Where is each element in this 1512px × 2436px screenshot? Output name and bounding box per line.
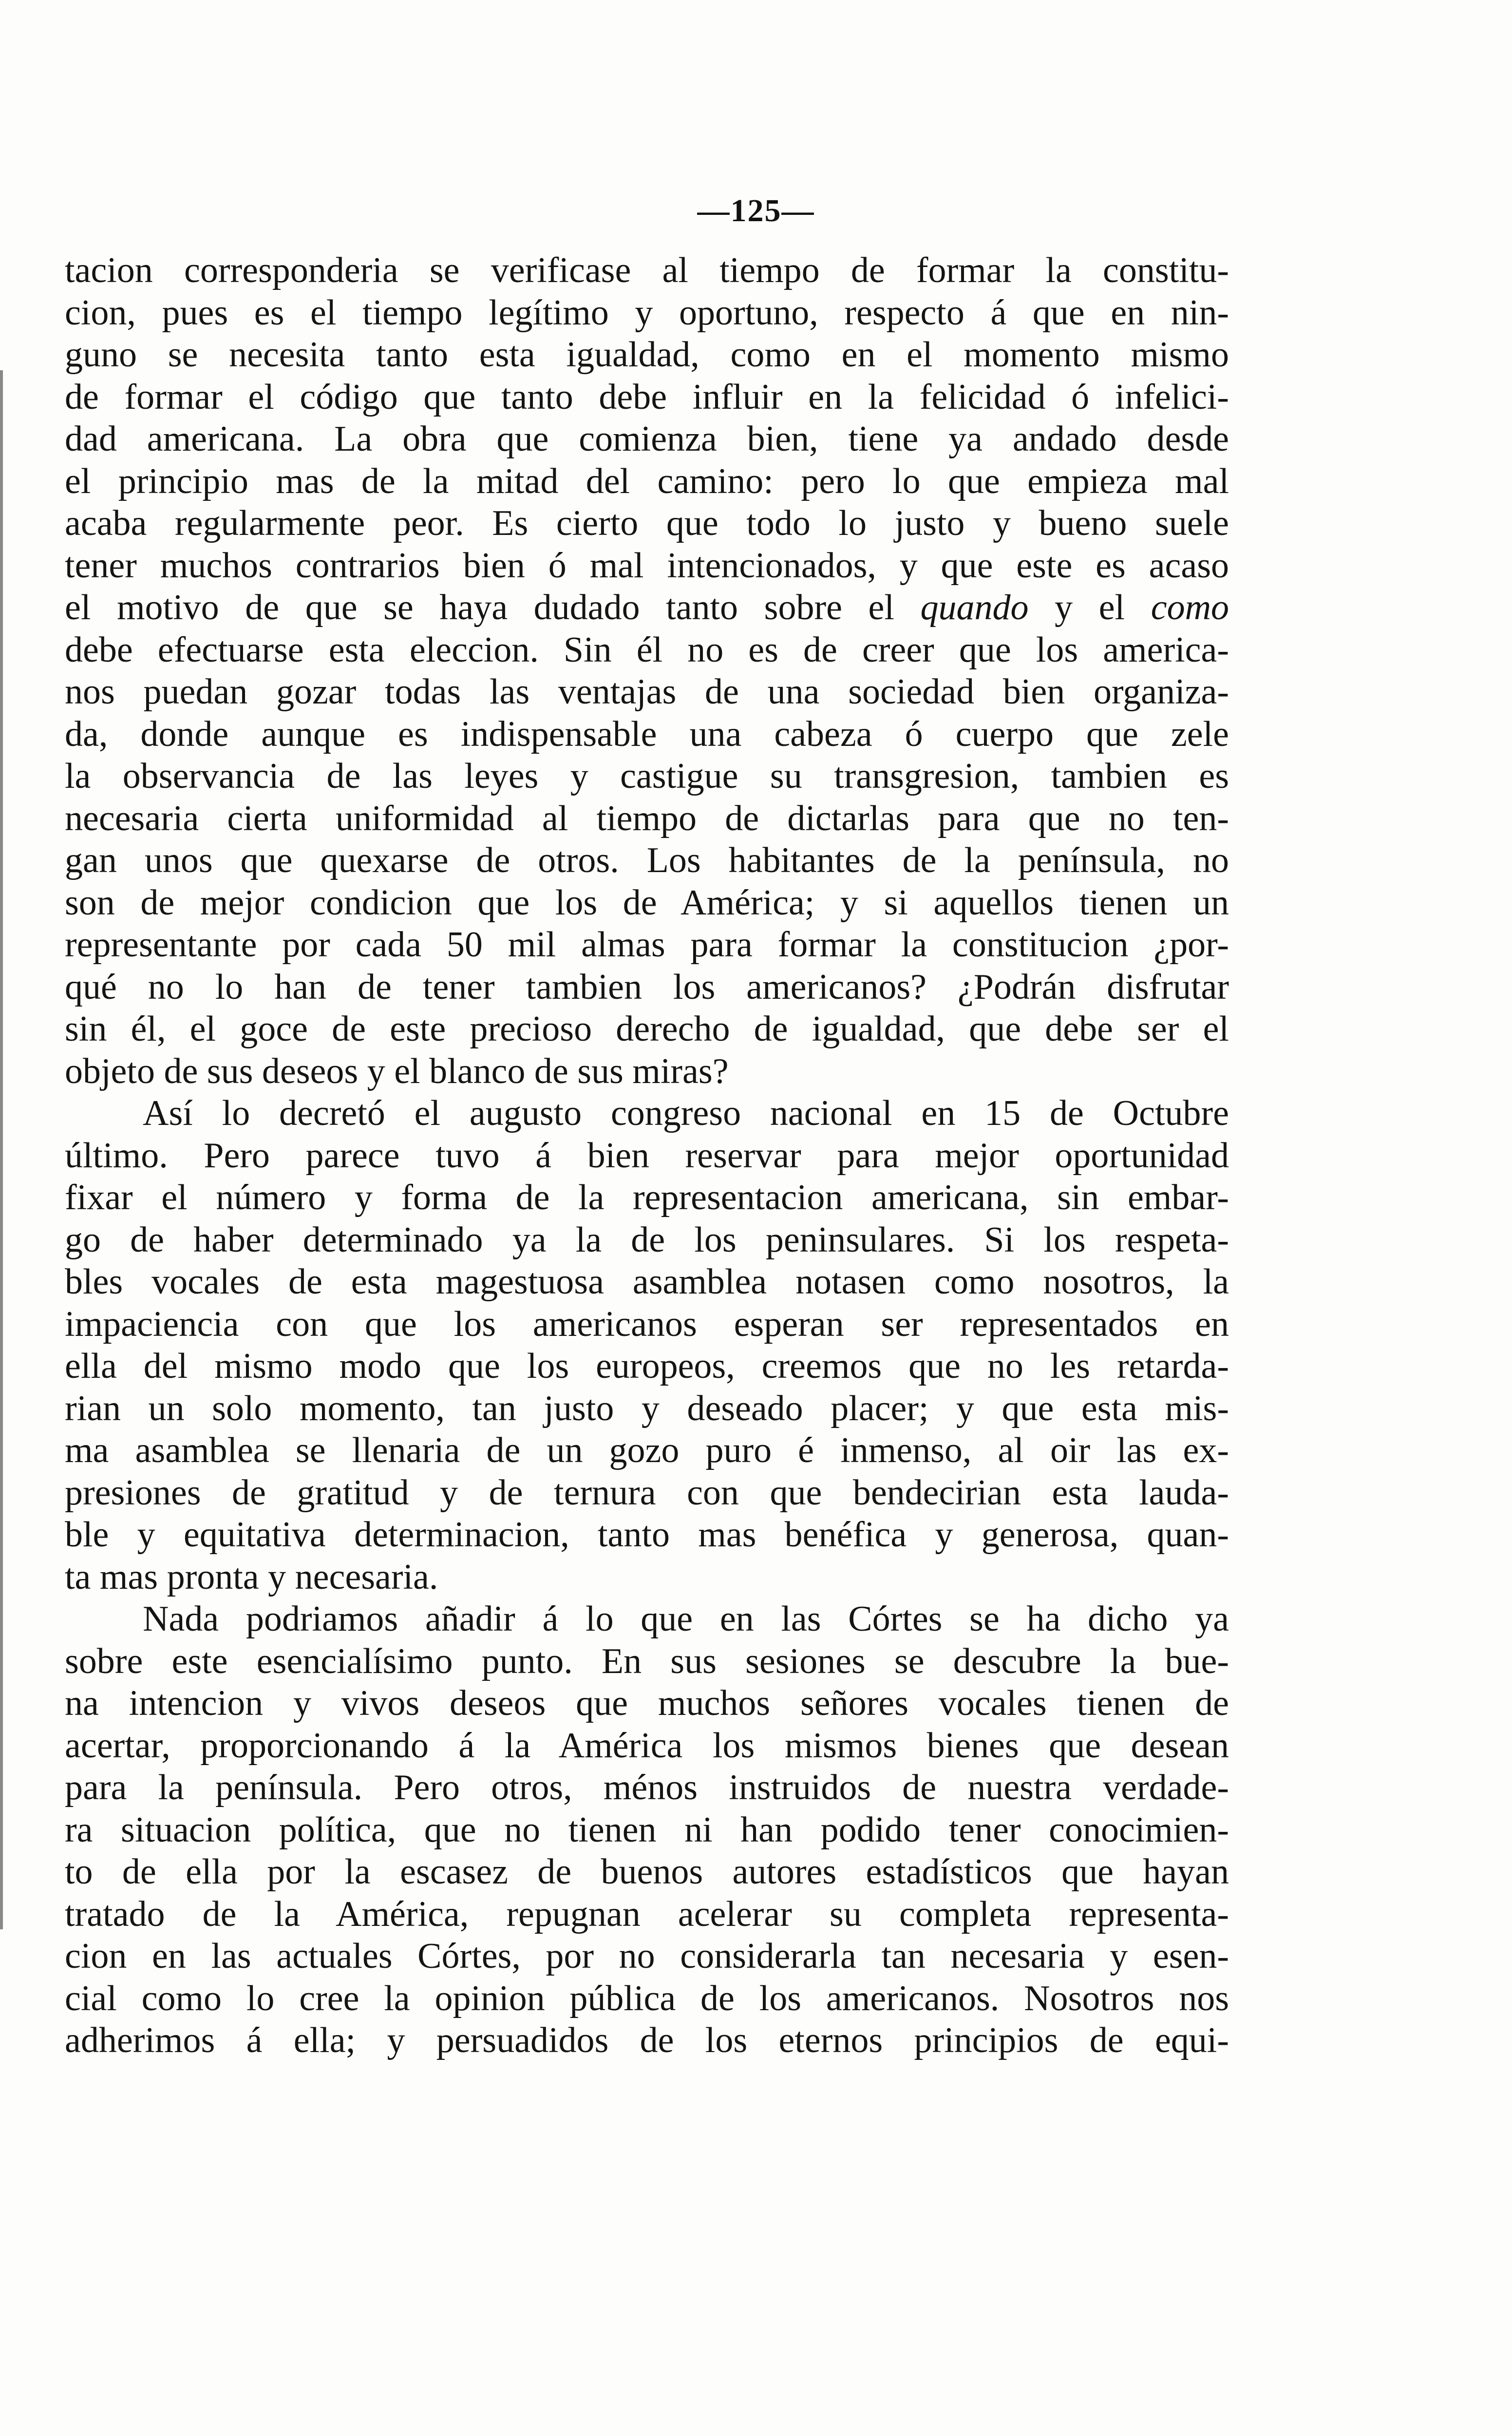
text-line: impaciencia con que los americanos esperan ser representados en: [65, 1304, 1229, 1344]
text-line: representante por cada 50 mil almas para formar la constitucion ¿por-: [65, 925, 1229, 965]
text-line: el principio mas de la mitad del camino: pero lo que empieza mal: [65, 461, 1229, 501]
text-line: qué no lo han de tener tambien los americanos? ¿Podrán disfrutar: [65, 967, 1229, 1007]
text-line: bles vocales de esta magestuosa asamblea notasen como nosotros, la: [65, 1262, 1229, 1302]
text-line: objeto de sus deseos y el blanco de sus miras?: [65, 1051, 729, 1091]
text-line: son de mejor condicion que los de América; y si aquellos tienen un: [65, 882, 1229, 923]
text-line: ta mas pronta y necesaria.: [65, 1557, 438, 1597]
text-line: adherimos á ella; y persuadidos de los eternos principios de equi-: [65, 2020, 1229, 2060]
body-text: [65, 249, 1229, 2062]
text-line: cion en las actuales Córtes, por no considerarla tan necesaria y esen-: [65, 1936, 1229, 1976]
paragraph-2: [65, 1092, 1229, 1598]
text-line: Así lo decretó el augusto congreso nacional en 15 de Octubre: [143, 1093, 1229, 1133]
text-line: cial como lo cree la opinion pública de los americanos. Nosotros nos: [65, 1978, 1229, 2018]
paragraph-1: [65, 249, 1229, 1092]
text-line: ra situacion política, que no tienen ni han podido tener conocimien-: [65, 1809, 1229, 1850]
text-line: dad americana. La obra que comienza bien, tiene ya andado desde: [65, 419, 1229, 459]
italic-word: quando: [920, 588, 1029, 628]
text-line: cion, pues es el tiempo legítimo y oportuno, respecto á que en nin-: [65, 292, 1229, 333]
text-line: na intencion y vivos deseos que muchos señores vocales tienen de: [65, 1683, 1229, 1723]
text-line: necesaria cierta uniformidad al tiempo de dictarlas para que no ten-: [65, 798, 1229, 838]
text-line: da, donde aunque es indispensable una cabeza ó cuerpo que zele: [65, 714, 1229, 754]
text-line: de formar el código que tanto debe influir en la felicidad ó infelici-: [65, 377, 1229, 417]
text-line: acaba regularmente peor. Es cierto que todo lo justo y bueno suele: [65, 503, 1229, 543]
text-line: nos puedan gozar todas las ventajas de una sociedad bien organiza-: [65, 672, 1229, 712]
text-line: último. Pero parece tuvo á bien reservar para mejor oportunidad: [65, 1135, 1229, 1176]
text-line: ma asamblea se llenaria de un gozo puro é inmenso, al oir las ex-: [65, 1430, 1229, 1470]
text-line: to de ella por la escasez de buenos autores estadísticos que hayan: [65, 1852, 1229, 1892]
italic-word: como: [1151, 588, 1229, 628]
text-line: acertar, proporcionando á la América los mismos bienes que desean: [65, 1725, 1229, 1766]
text-line: para la península. Pero otros, ménos instruidos de nuestra verdade-: [65, 1768, 1229, 1808]
text-line: Nada podriamos añadir á lo que en las Córtes se ha dicho ya: [143, 1599, 1229, 1639]
text-line: presiones de gratitud y de ternura con que bendecirian esta lauda-: [65, 1472, 1229, 1513]
text-line: el motivo de que se haya dudado tanto sobre el quando y el como: [65, 588, 1229, 628]
text-line: debe efectuarse esta eleccion. Sin él no es de creer que los america-: [65, 629, 1229, 670]
text-line: tener muchos contrarios bien ó mal intencionados, y que este es acaso: [65, 545, 1229, 586]
text-line: fixar el número y forma de la representacion americana, sin embar-: [65, 1178, 1229, 1218]
text-line: sin él, el goce de este precioso derecho de igualdad, que debe ser el: [65, 1009, 1229, 1049]
text-line: go de haber determinado ya la de los peninsulares. Si los respeta-: [65, 1219, 1229, 1260]
text-line: sobre este esencialísimo punto. En sus sesiones se descubre la bue-: [65, 1641, 1229, 1681]
text-line: tratado de la América, repugnan acelerar su completa representa-: [65, 1894, 1229, 1934]
page-edge-shadow: [0, 370, 3, 1929]
text-line: gan unos que quexarse de otros. Los habitantes de la península, no: [65, 840, 1229, 880]
text-line: ella del mismo modo que los europeos, creemos que no les retarda-: [65, 1346, 1229, 1386]
page-number: —125—: [697, 193, 815, 228]
text-line: guno se necesita tanto esta igualdad, como en el momento mismo: [65, 335, 1229, 375]
text-line: ble y equitativa determinacion, tanto mas benéfica y generosa, quan-: [65, 1515, 1229, 1555]
text-line: tacion corresponderia se verificase al tiempo de formar la constitu-: [65, 250, 1229, 290]
text-line: rian un solo momento, tan justo y deseado placer; y que esta mis-: [65, 1388, 1229, 1428]
text-line: la observancia de las leyes y castigue su transgresion, tambien es: [65, 756, 1229, 796]
paragraph-3: [65, 1598, 1229, 2062]
